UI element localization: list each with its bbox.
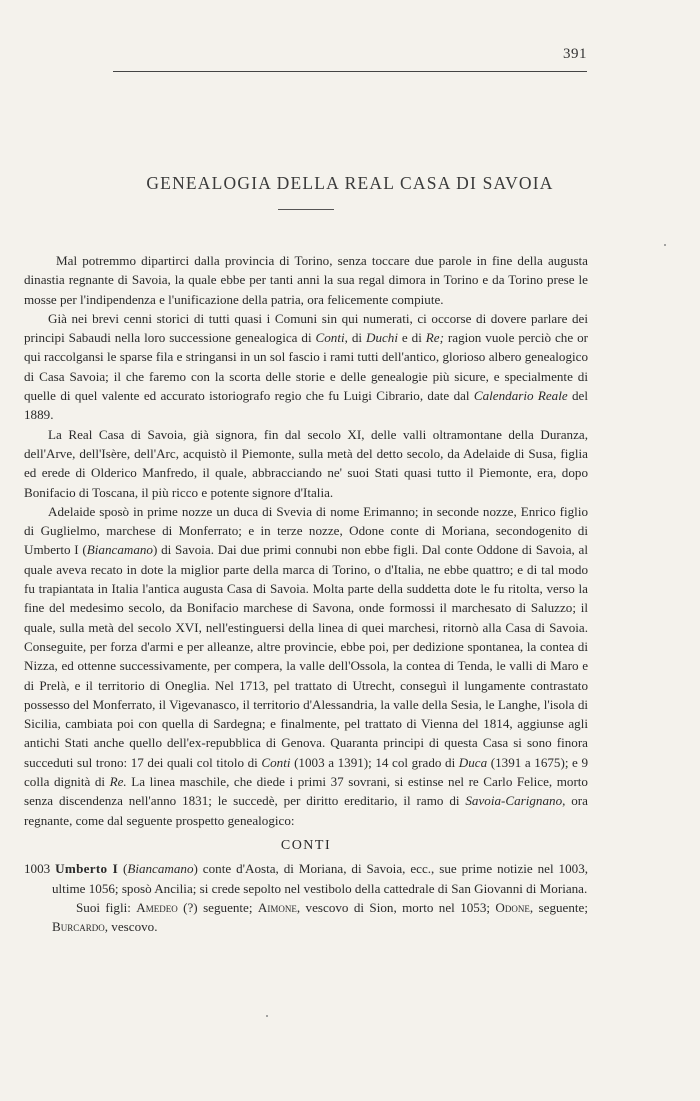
paper-speck	[266, 1015, 268, 1017]
text-run: del 1889.	[24, 388, 588, 423]
paragraph-sources	[24, 309, 588, 425]
entry-description	[24, 859, 588, 898]
italic-term: Biancamano	[86, 542, 153, 558]
entry-year: 1003	[24, 861, 51, 877]
text-run: (1003 a 1391); 14 col grado di	[290, 754, 459, 770]
italic-term: Conti	[261, 754, 291, 770]
genealogy-entry	[24, 859, 588, 936]
italic-term: Re.	[109, 774, 127, 790]
text-run: Adelaide sposò in prime nozze un duca di Svevia di nome Erimanno; in seconde nozze, Enrico figlio di Guglielmo, marchese di Monferrato; e in terze nozze, Odone conte di Moriana, secondogenito di Umberto I (	[24, 503, 588, 558]
child-name: Burcardo	[52, 919, 105, 935]
text-run: (1391 a 1675); e 9 colla dignità di	[24, 754, 588, 790]
child-name: Aimone	[257, 899, 297, 915]
text-run: , di	[344, 330, 366, 346]
page-title: GENEALOGIA DELLA REAL CASA DI SAVOIA	[146, 173, 554, 193]
paragraph-origins: La Real Casa di Savoia, già signora, fin dal secolo XI, delle valli oltramontane della Duranza, dell'Arve, dell'Isère, dell'Arc, acquistò il Piemonte, sulla metà del detto secolo, da Adelaide di Susa, figlia ed erede di Olderico Manfredo, il quale, abbracciando ne' suoi Stati quasi tutto il Piemonte, era, dopo Bonifacio di Toscana, il più ricco e potente signore d'Italia.	[24, 426, 588, 500]
italic-term: Savoia-Carignano	[465, 793, 563, 809]
text-run: ) conte d'Aosta, di Moriana, di Savoia, ecc., sue prime notizie nel 1003, ultime 1056; sposò Ancilia; si crede sepolto nel vestibolo della cattedrale di San Giovanni di Moriana.	[52, 861, 589, 896]
italic-term: Conti	[315, 330, 345, 346]
italic-term: Re;	[425, 330, 444, 346]
italic-term: Duca	[458, 754, 488, 770]
text-run: , vescovo di Sion, morto nel 1053;	[296, 899, 496, 915]
text-run: (	[118, 861, 128, 877]
text-run: , ora regnante, come dal seguente prospetto genealogico:	[24, 793, 588, 828]
text-run: ragion vuole perciò che or qui raccolgansi le sparse fila e stringansi in un sol fascio i rami tutti dell'antico, glorioso albero genealogico di Casa Savoia; il che faremo con la scorta delle storie e delle genealogie più sicure, e specialmente di quelle di quel valente ed accurato istoriografo regio che fu Luigi Cibrario, date dal	[24, 330, 588, 404]
header-rule	[113, 71, 587, 72]
text-run: , seguente;	[529, 899, 588, 915]
entry-epithet: Biancamano	[127, 861, 194, 877]
text-run: ) di Savoia. Dai due primi connubi non ebbe figli. Dal conte Oddone di Savoia, al quale aveva recato in dote la miglior parte della marca di Torino, o d'Italia, ne ebbe quattro; e di tal modo fu trapiantata in Italia l'antica augusta Casa di Savoia. Molta parte della suddetta dote le fu ritolta, verso la fine del medesimo secolo, da Bonifacio marchese di Savona, onde formossi il marchesato di Saluzzo; il quale, sulla metà del secolo XVI, nell'estinguersi della linea di quei marchesi, ritornò alla Casa di Savoia. Conseguite, per forza d'armi e per alleanze, altre provincie, ebbe poi, per dedizione spontanea, la contea di Nizza, ed ottenne successivamente, per compera, la valle dell'Ossola, la contea di Tenda, le valli di Maro e di Prelà, e il territorio di Oneglia. Nel 1713, pel trattato di Utrecht, conseguì il lungamente contrastato possesso del Monferrato, il Vigevanasco, il territorio d'Alessandria, la valle della Sesia, le Langhe, l'isola di Sicilia, cambiata poi con quella di Sardegna; e finalmente, pel trattato di Vienna del 1814, aggiunse agli antichi Stati anche quello dell'ex-repubblica di Genova. Quaranta principi di questa Casa si sono finora succeduti sul trono: 17 dei quali col titolo di	[24, 542, 588, 770]
text-run: Suoi figli:	[76, 899, 137, 915]
italic-term: Calendario Reale	[473, 388, 568, 404]
text-run: e di	[397, 330, 426, 346]
body-text	[24, 251, 588, 936]
paper-speck	[664, 244, 666, 246]
section-heading: CONTI	[280, 837, 332, 853]
child-name: Amedeo	[136, 899, 178, 915]
text-run: Già nei brevi cenni storici di tutti quasi i Comuni sin qui numerati, ci occorse di dovere parlare dei principi Sabaudi nella loro successione genealogica di	[24, 310, 588, 346]
paragraph-intro: Mal potremmo dipartirci dalla provincia di Torino, senza toccare due parole in fine della augusta dinastia regnante di Savoia, la quale ebbe per tanti anni la sua regal dimora in Torino e da Torino prese le mosse per l'indipendenza e l'unificazione della patria, ora felicemente compiute.	[24, 253, 588, 307]
text-run: , vescovo.	[104, 919, 158, 935]
title-divider	[278, 209, 334, 210]
text-run: La linea maschile, che diede i primi 37 sovrani, si estinse nel re Carlo Felice, morto senza discendenza nell'anno 1831; le succedè, per diritto ereditario, il ramo di	[24, 774, 588, 809]
text-run: (?) seguente;	[177, 899, 258, 915]
entry-name: Umberto I	[55, 861, 119, 877]
paragraph-adelaide	[24, 502, 588, 830]
page-number: 391	[563, 46, 587, 62]
entry-children	[24, 898, 588, 937]
italic-term: Duchi	[365, 330, 398, 346]
child-name: Odone	[495, 899, 530, 915]
